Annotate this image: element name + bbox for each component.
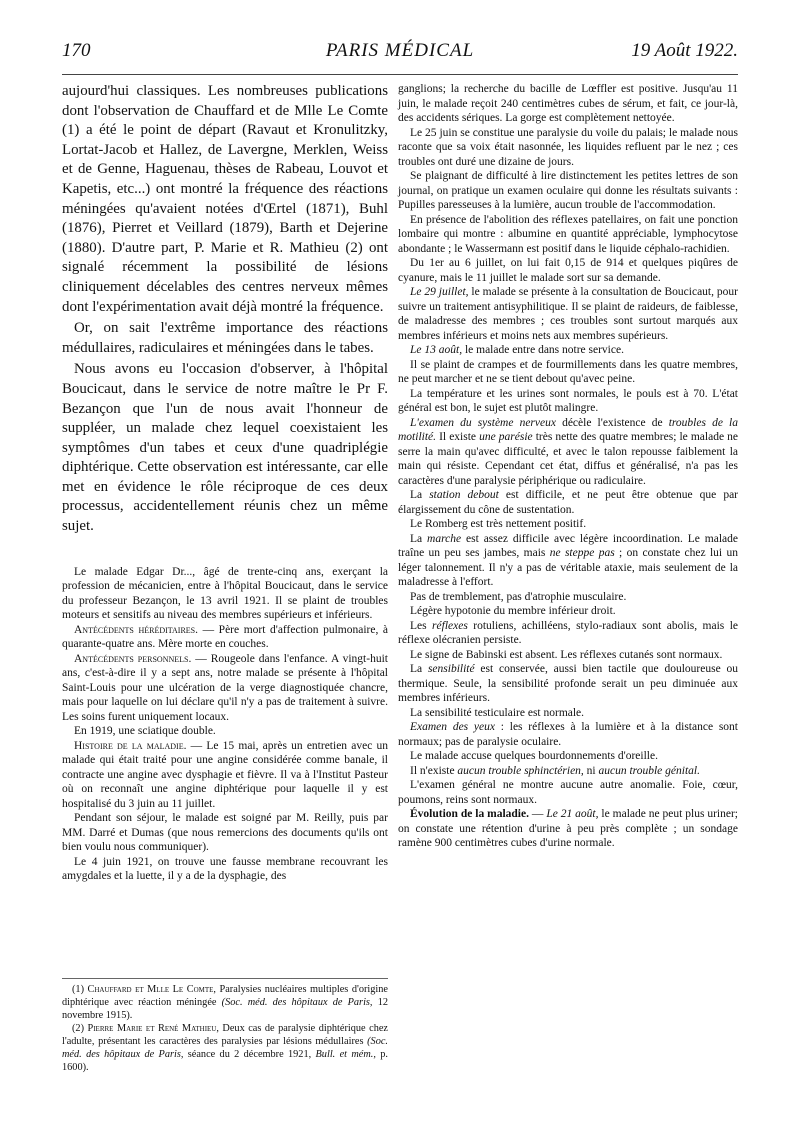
section-label: Histoire de la maladie. [74,739,187,752]
case-paragraph: La marche est assez difficile avec légère incoordination. Le malade traîne un peu ses jambes, mais ne steppe pas ; on constate chez lui un léger talonnement. Il n'y a pas de véritable ataxie, mais seulement de la maladresse à l'effort. [398,532,738,588]
case-paragraph: Le malade accuse quelques bourdonnements d'oreille. [410,750,658,762]
case-paragraph: Il se plaint de crampes et de fourmillements dans les quatre membres, ne peut marcher et ne se tient debout qu'avec peine. [398,358,738,385]
case-paragraph: Se plaignant de difficulté à lire distinctement les petites lettres de son journal, on pratique un examen oculaire qui donne les résultats suivants : Pupilles paresseuses à la lumière, aucun trouble de l'accommodation. [398,170,738,211]
right-column [398,82,738,851]
case-paragraph: Le 13 août, le malade entre dans notre service. [410,344,624,356]
case-paragraph: Évolution de la maladie. — Le 21 août, le malade ne peut plus uriner; on constate une rétention d'urine à peu près complète ; un sondage ramène 900 centimètres cubes d'urine normale. [398,808,738,849]
case-paragraph: La température et les urines sont normales, le pouls est à 70. L'état général est bon, le sujet est plutôt malingre. [398,387,738,414]
case-paragraph: La sensibilité testiculaire est normale. [410,706,585,719]
case-paragraph: Examen des yeux : les réflexes à la lumière et à la distance sont normaux; pas de paralysie oculaire. [398,721,738,748]
case-paragraph: Les réflexes rotuliens, achilléens, stylo-radiaux sont abolis, mais le réflexe olécranien persiste. [398,619,739,646]
section-label: Antécédents héréditaires. [74,623,199,636]
left-column [62,82,388,884]
case-paragraph: Le Romberg est très nettement positif. [410,518,587,530]
case-paragraph: Pendant son séjour, le malade est soigné par M. Reilly, puis par MM. Darré et Dumas (que nous remercions des documents qu'ils ont bien voulu nous communiquer). [62,812,388,854]
case-paragraph: Pas de tremblement, pas d'atrophie musculaire. [410,590,627,603]
case-report [62,565,388,884]
case-paragraph: Il n'existe aucun trouble sphinctérien, ni aucun trouble génital. [410,764,700,777]
case-paragraph: L'examen du système nerveux décèle l'existence de troubles de la motilité. Il existe une parésie très nette des quatre membres; le malade ne serre la main qu'avec difficulté, et avec le talon repousse faiblement la main qui résiste. Cependant cet état, diffus et généralisé, n'a pas les caractères d'une paralysie périphérique ou radiculaire. [398,416,738,487]
journal-title: PARIS MÉDICAL [325,40,475,61]
case-paragraph: La sensibilité est conservée, aussi bien tactile que douloureuse ou thermique. Seule, la sensibilité profonde serait un peu diminuée aux membres inférieurs. [398,663,738,704]
page-header [62,30,738,75]
intro-paragraph: Or, on sait l'extrême importance des réactions médullaires, radiculaires et méningées dans le tabes. [62,320,388,356]
case-paragraph: Le 25 juin se constitue une paralysie du voile du palais; le malade nous raconte que sa voix était nasonnée, les liquides refluent par le nez ; ces troubles ont duré une dizaine de jours. [398,126,738,168]
section-label: Antécédents personnels. [74,652,192,665]
case-paragraph: Légère hypotonie du membre inférieur droit. [410,605,616,617]
footnote: (1) Chauffard et Mlle Le Comte, Paralysies nucléaires multiples d'origine diphtérique avec réaction méningée (Soc. méd. des hôpitaux de Paris, 12 novembre 1915). [62,984,388,1021]
footnotes [62,978,388,1074]
intro-paragraph: Nous avons eu l'occasion d'observer, à l'hôpital Boucicaut, dans le service de notre maître le Pr F. Bezançon que l'un de nous avait l'honneur de suppléer, un malade chez lequel coexistaient les symptômes d'un tabes et ceux d'une quadriplégie diphtérique. Cette observation est intéressante, car elle met en évidence le rôle réciproque de ces deux processus, accidentellement réunis chez un même sujet. [62,361,388,535]
page-number: 170 [62,40,91,61]
case-paragraph: L'examen général ne montre aucune autre anomalie. Foie, cœur, poumons, reins sont normaux. [398,779,738,806]
case-paragraph: En 1919, une sciatique double. [74,725,216,738]
section-heading: Évolution de la maladie. [410,808,529,820]
intro-paragraph: aujourd'hui classiques. Les nombreuses publications dont l'observation de Chauffard et de Mlle Le Comte (1) a été le point de départ (Ravaut et Kronulitzky, Lortat-Jacob et Hallez, de Lavergne, Merklen, Weiss et de Genne, Haguenau, thèses de Rabeau, Louvot et Kapetis, etc...) ont montré la fréquence des réactions méningées qu'avaient notées d'Œrtel (1871), Buhl (1876), Pierret et Veillard (1879), Barth et Dejerine (1880). D'autre part, P. Marie et R. Mathieu (2) ont signalé récemment la possibilité de lésions cliniquement décelables des centres nerveux mêmes dont l'expérimentation avait déjà montré la fréquence. [62,83,388,315]
case-paragraph: Le 29 juillet, le malade se présente à la consultation de Boucicaut, pour suivre un traitement antisyphilitique. Il se plaint de raideurs, de faiblesse, de maladresse des membres ; ces troubles sont surtout marqués aux membres inférieurs et moins nets aux membres supérieurs. [398,286,738,342]
case-paragraph: Le signe de Babinski est absent. Les réflexes cutanés sont normaux. [410,648,723,661]
case-paragraph: Le malade Edgar Dr..., âgé de trente-cinq ans, exerçant la profession de mécanicien, entre à l'hôpital Boucicaut, dans le service du professeur Bezançon, le 13 avril 1921. Il se plaint de troubles moteurs et sensitifs au niveau des membres supérieurs et inférieurs. [62,565,388,622]
case-paragraph: Histoire de la maladie. — Le 15 mai, après un entretien avec un malade qui était traité pour une angine considérée comme banale, il contracte une angine avec dysphagie et fièvre. Il va à l'Institut Pasteur où on reconnaît une angine diphtérique pour laquelle il y est hospitalisé du 3 juin au 11 juillet. [62,739,388,810]
case-paragraph: Antécédents personnels. — Rougeole dans l'enfance. A vingt-huit ans, c'est-à-dire il y a sept ans, notre malade se présente à l'hôpital Saint-Louis pour une ulcération de la verge diagnostiquée chancre, mais pour laquelle on lui déclare qu'il n'y a pas de traitement à suivre. Les soins furent uniquement locaux. [62,652,388,723]
footnote: (2) Pierre Marie et René Mathieu, Deux cas de paralysie diphtérique chez l'adulte, présentant les caractères des paralysies par lésions médullaires (Soc. méd. des hôpitaux de Paris, séance du 2 décembre 1921, Bull. et mém., p. 1600). [62,1023,389,1073]
case-paragraph: En présence de l'abolition des réflexes patellaires, on fait une ponction lombaire qui montre : albumine en quantité appréciable, lymphocytose abondante ; le Wassermann est positif dans le liquide céphalo-rachidien. [398,213,738,255]
case-paragraph: ganglions; la recherche du bacille de Lœffler est positive. Jusqu'au 11 juin, le malade reçoit 240 centimètres cubes de sérum, et fait, ce jour-là, des accidents sériques. La gorge est complètement nettoyée. [398,83,738,124]
case-paragraph: La station debout est difficile, et ne peut être obtenue que par élargissement du cône de sustentation. [398,489,738,516]
issue-date: 19 Août 1922. [631,40,738,61]
case-paragraph: Du 1er au 6 juillet, on lui fait 0,15 de 914 et quelques piqûres de cyanure, mais le 11 juillet le malade sort sur sa demande. [398,257,738,284]
case-paragraph: Le 4 juin 1921, on trouve une fausse membrane recouvrant les amygdales et la luette, il y a de la dysphagie, des [62,855,388,883]
case-paragraph: Antécédents héréditaires. — Père mort d'affection pulmonaire, à quarante-quatre ans. Mère morte en couches. [62,623,389,651]
